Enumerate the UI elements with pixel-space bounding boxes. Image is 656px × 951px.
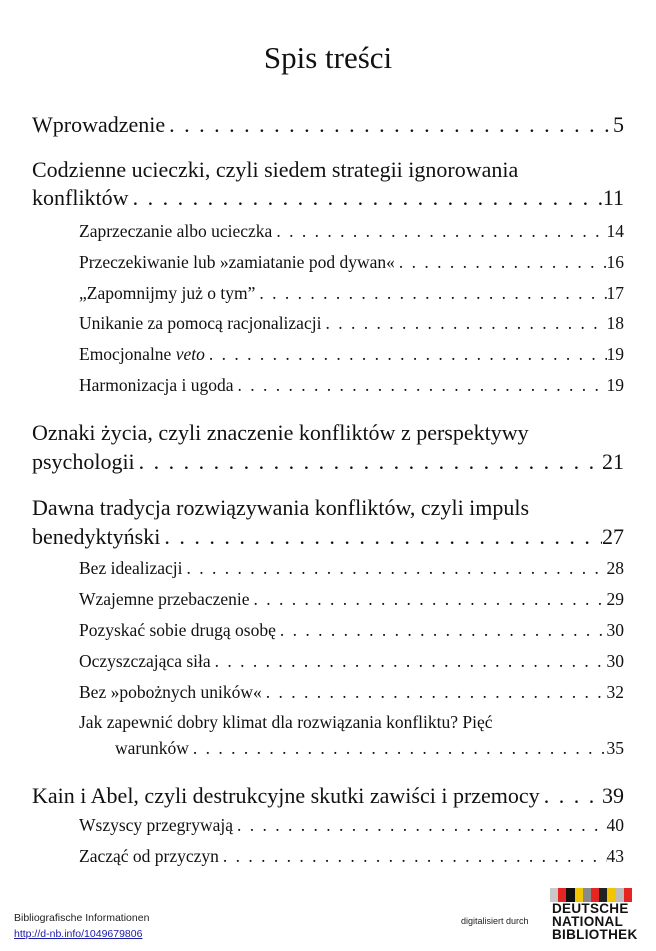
toc-page: 18 bbox=[606, 313, 624, 333]
toc-leader bbox=[234, 375, 607, 396]
toc-entry bbox=[32, 185, 624, 211]
toc-page: 5 bbox=[613, 112, 624, 137]
toc-page: 30 bbox=[606, 620, 624, 640]
toc-leader bbox=[262, 682, 607, 703]
dnb-logo-text bbox=[552, 902, 638, 941]
toc-leader bbox=[255, 283, 606, 304]
toc-entry bbox=[79, 252, 624, 273]
toc-label: warunków bbox=[115, 738, 189, 758]
toc-leader bbox=[135, 449, 602, 475]
dnb-logo-bar bbox=[558, 888, 566, 902]
toc-label: Zacząć od przyczyn bbox=[79, 846, 219, 866]
toc-leader bbox=[182, 558, 606, 579]
toc-leader bbox=[211, 651, 607, 672]
toc-entry bbox=[79, 620, 624, 641]
dnb-logo-bar bbox=[616, 888, 624, 902]
toc-label bbox=[79, 344, 205, 365]
toc-label: benedyktyński bbox=[32, 524, 161, 549]
toc-page: 27 bbox=[602, 524, 624, 549]
toc-page: 16 bbox=[606, 252, 624, 272]
toc-entry bbox=[32, 449, 624, 475]
toc-leader bbox=[160, 524, 602, 550]
toc-label: psychologii bbox=[32, 449, 135, 474]
toc-leader bbox=[395, 252, 607, 273]
toc-leader bbox=[272, 221, 606, 242]
toc-label: Kain i Abel, czyli destrukcyjne skutki zawiści i przemocy bbox=[32, 783, 540, 808]
toc-leader bbox=[321, 313, 606, 334]
toc-label: konfliktów bbox=[32, 185, 129, 210]
dnb-logo-bar bbox=[607, 888, 615, 902]
toc-page: 17 bbox=[606, 283, 624, 303]
toc-page: 35 bbox=[606, 738, 624, 758]
page-title: Spis treści bbox=[263, 40, 393, 75]
toc-leader bbox=[165, 112, 613, 138]
toc-label: „Zapomnijmy już o tym” bbox=[79, 283, 256, 303]
dnb-logo-bar bbox=[624, 888, 632, 902]
dnb-logo-line: BIBLIOTHEK bbox=[552, 927, 638, 942]
toc-leader bbox=[205, 344, 607, 365]
toc-page: 30 bbox=[606, 651, 624, 671]
toc-label-line1: Codzienne ucieczki, czyli siedem strategii ignorowania bbox=[32, 157, 519, 182]
dnb-logo-bars bbox=[550, 888, 632, 902]
dnb-logo-bar bbox=[550, 888, 558, 902]
toc-entry bbox=[79, 846, 624, 867]
toc-page: 39 bbox=[602, 783, 624, 808]
dnb-logo-bar bbox=[591, 888, 599, 902]
toc-entry bbox=[79, 682, 624, 703]
toc-entry bbox=[79, 283, 624, 304]
dnb-logo bbox=[550, 888, 640, 944]
dnb-logo-bar bbox=[566, 888, 574, 902]
toc-leader bbox=[540, 783, 602, 809]
toc-page: 29 bbox=[606, 589, 624, 609]
toc-page: 19 bbox=[606, 375, 624, 395]
dnb-logo-line: DEUTSCHE bbox=[552, 901, 629, 916]
toc-page: 43 bbox=[606, 846, 624, 866]
toc-leader bbox=[219, 846, 607, 867]
toc-label-line1: Oznaki życia, czyli znaczenie konfliktów z perspektywy bbox=[32, 420, 529, 445]
digitized-by-label: digitalisiert durch bbox=[461, 916, 529, 926]
toc-entry bbox=[32, 112, 624, 138]
toc-entry bbox=[79, 589, 624, 610]
toc-label: Unikanie za pomocą racjonalizacji bbox=[79, 313, 322, 333]
toc-label: Oczyszczająca siła bbox=[79, 651, 211, 671]
toc-entry bbox=[79, 375, 624, 396]
toc-label: Harmonizacja i ugoda bbox=[79, 375, 234, 395]
toc-leader bbox=[250, 589, 607, 610]
bibliographic-info-label: Bibliografische Informationen bbox=[14, 912, 150, 924]
bibliographic-info bbox=[14, 910, 149, 942]
toc-label: Bez idealizacji bbox=[79, 558, 183, 578]
toc-page: 40 bbox=[606, 815, 624, 835]
dnb-logo-bar bbox=[583, 888, 591, 902]
toc-page: 14 bbox=[606, 221, 624, 241]
toc-label: Pozyskać sobie drugą osobę bbox=[79, 620, 276, 640]
bibliographic-link[interactable]: http://d-nb.info/1049679806 bbox=[14, 928, 143, 940]
toc-entry bbox=[79, 815, 624, 836]
toc-entry bbox=[32, 524, 624, 550]
toc-entry bbox=[79, 313, 624, 334]
toc-entry bbox=[115, 738, 624, 759]
toc-entry bbox=[79, 651, 624, 672]
toc-leader bbox=[129, 185, 603, 211]
dnb-logo-bar bbox=[599, 888, 607, 902]
toc-entry bbox=[79, 558, 624, 579]
toc-label-italic: veto bbox=[175, 344, 205, 364]
toc-page: 19 bbox=[606, 344, 624, 364]
toc-label: Bez »pobożnych uników« bbox=[79, 682, 262, 702]
toc-label-line1: Jak zapewnić dobry klimat dla rozwiązania konfliktu? Pięć bbox=[79, 712, 493, 732]
toc-label: Zaprzeczanie albo ucieczka bbox=[79, 221, 273, 241]
toc-label: Wszyscy przegrywają bbox=[79, 815, 234, 835]
toc-leader bbox=[233, 815, 606, 836]
toc-leader bbox=[276, 620, 607, 641]
toc-label: Wzajemne przebaczenie bbox=[79, 589, 250, 609]
toc-label-line1: Dawna tradycja rozwiązywania konfliktów, czyli impuls bbox=[32, 495, 530, 520]
toc-page: 28 bbox=[606, 558, 624, 578]
toc-label: Wprowadzenie bbox=[32, 112, 166, 137]
toc-leader bbox=[189, 738, 607, 759]
toc-page: 21 bbox=[602, 449, 624, 474]
toc-page: 32 bbox=[606, 682, 624, 702]
toc-entry bbox=[79, 221, 624, 242]
toc-entry bbox=[79, 344, 624, 365]
toc-entry bbox=[32, 783, 624, 809]
dnb-logo-line: NATIONAL bbox=[552, 914, 624, 929]
toc-label-text: Emocjonalne bbox=[79, 344, 172, 364]
toc-label: Przeczekiwanie lub »zamiatanie pod dywan« bbox=[79, 252, 395, 272]
dnb-logo-bar bbox=[575, 888, 583, 902]
toc-page: 11 bbox=[602, 185, 624, 210]
